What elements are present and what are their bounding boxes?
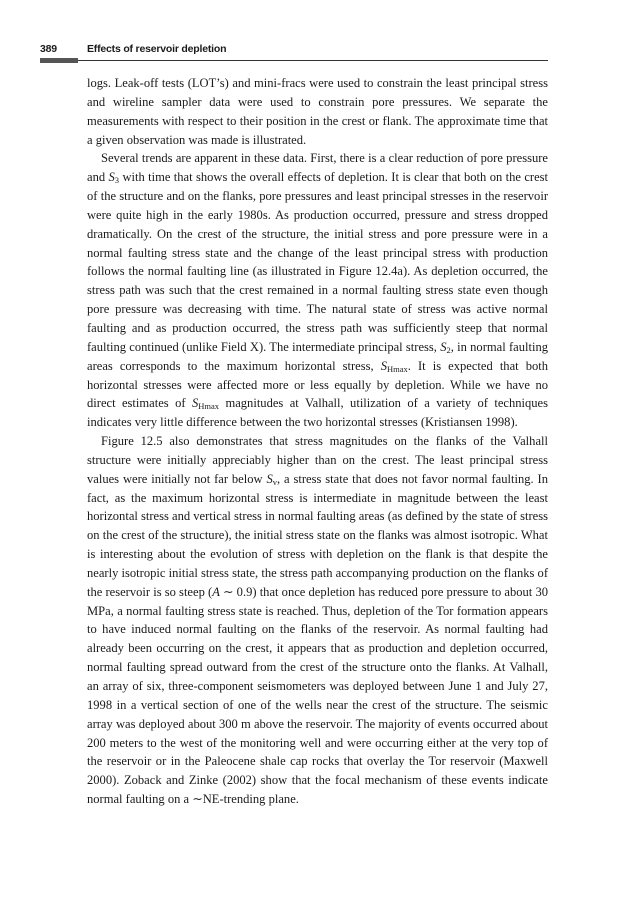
p2-text-c: , in normal faulting areas corresponds to the maximum horizontal stress,	[87, 339, 548, 373]
subscript-hmax: Hmax	[387, 363, 408, 374]
p2-text-d: . It is expected that both horizontal stresses were affected more or less equally by depletion. While we have no direct estimates of	[87, 358, 549, 411]
symbol-sv: S	[266, 471, 273, 486]
running-head-title: Effects of reservoir depletion	[87, 43, 227, 55]
subscript-hmax-2: Hmax	[198, 401, 220, 412]
symbol-s2: S	[440, 339, 447, 354]
symbol-s3: S	[108, 170, 115, 185]
subscript-2: 2	[446, 344, 451, 355]
page-number: 389	[40, 43, 57, 55]
paragraph-3	[87, 432, 548, 809]
subscript-3: 3	[114, 175, 120, 186]
p3-text-c: ∼ 0.9) that once depletion has reduced pore pressure to about 30 MPa, a normal faulting stress state is reached. Thus, depletion of the Tor formation appears to have induced normal faulting on the flanks of the reservoir. As normal faulting had already been occurring on the crest, it appears that as production and depletion occurred, normal faulting spread outward from the crest of the structure onto the flanks. At Valhall, an array of six, three-component seismometers was deployed between June 1 and July 27, 1998 in a vertical section of one of the wells near the crest of the structure. The seismic array was deployed about 300 m above the reservoir. The majority of events occurred about 200 meters to the west of the monitoring well and were occurring either at the very top of the reservoir or in the Paleocene shale cap rocks that overlay the Tor reservoir (Maxwell 2000). Zoback and Zinke (2002) show that the focal mechanism of these events indicate normal faulting on a ∼NE-trending plane.	[87, 584, 548, 807]
symbol-shmax: S	[380, 358, 388, 373]
symbol-a: A	[212, 584, 220, 599]
p3-text-a: Figure 12.5 also demonstrates that stress magnitudes on the flanks of the Valhall structure were initially appreciably higher than on the crest. The least principal stress values were initially not far below	[87, 434, 548, 486]
p3-text-b: , a stress state that does not favor normal faulting. In fact, as the maximum horizontal stress is intermediate in magnitude between the least horizontal stress and vertical stress in normal faulting areas (as defined by the state of stress on the crest of the structure), the initial stress state on the flanks was almost isotropic. What is interesting about the evolution of stress with depletion on the flank is that despite the nearly isotropic initial stress state, the stress path accompanying production on the flanks of the reservoir is so steep (	[87, 471, 548, 599]
p2-text-a: Several trends are apparent in these data. First, there is a clear reduction of pore pressure and	[87, 151, 548, 185]
header-rule	[78, 60, 548, 61]
page-number-bar	[40, 58, 78, 63]
subscript-v: v	[272, 476, 277, 487]
p2-text-b: with time that shows the overall effects of depletion. It is clear that both on the crest of the structure and on the flanks, pore pressures and least principal stresses in the reservoir were quite high in the early 1980s. As production occurred, pressure and stress dropped dramatically. On the crest of the structure, the initial stress and pore pressure were in a normal faulting stress state and the change of the least principal stress with production follows the normal faulting line (as illustrated in Figure 12.4a). As depletion occurred, the stress path was such that the crest remained in a normal faulting stress state even though pore pressure was decreasing with time. The natural state of stress was active normal faulting and as production occurred, the stress path was sufficiently steep that normal faulting continued (unlike Field X). The intermediate principal stress,	[87, 170, 549, 354]
p2-text-e: magnitudes at Valhall, utilization of a variety of techniques indicates very little difference between the two horizontal stresses (Kristiansen 1998).	[87, 396, 548, 430]
symbol-shmax-2: S	[191, 396, 199, 411]
paragraph-1: logs. Leak-off tests (LOT’s) and mini-fracs were used to constrain the least principal stress and wireline sampler data were used to constrain pore pressures. We separate the measurements with respect to their position in the crest or flank. The approximate time that a given observation was made is illustrated.	[87, 76, 548, 147]
body-text	[87, 74, 548, 809]
paragraph-2	[87, 149, 548, 432]
